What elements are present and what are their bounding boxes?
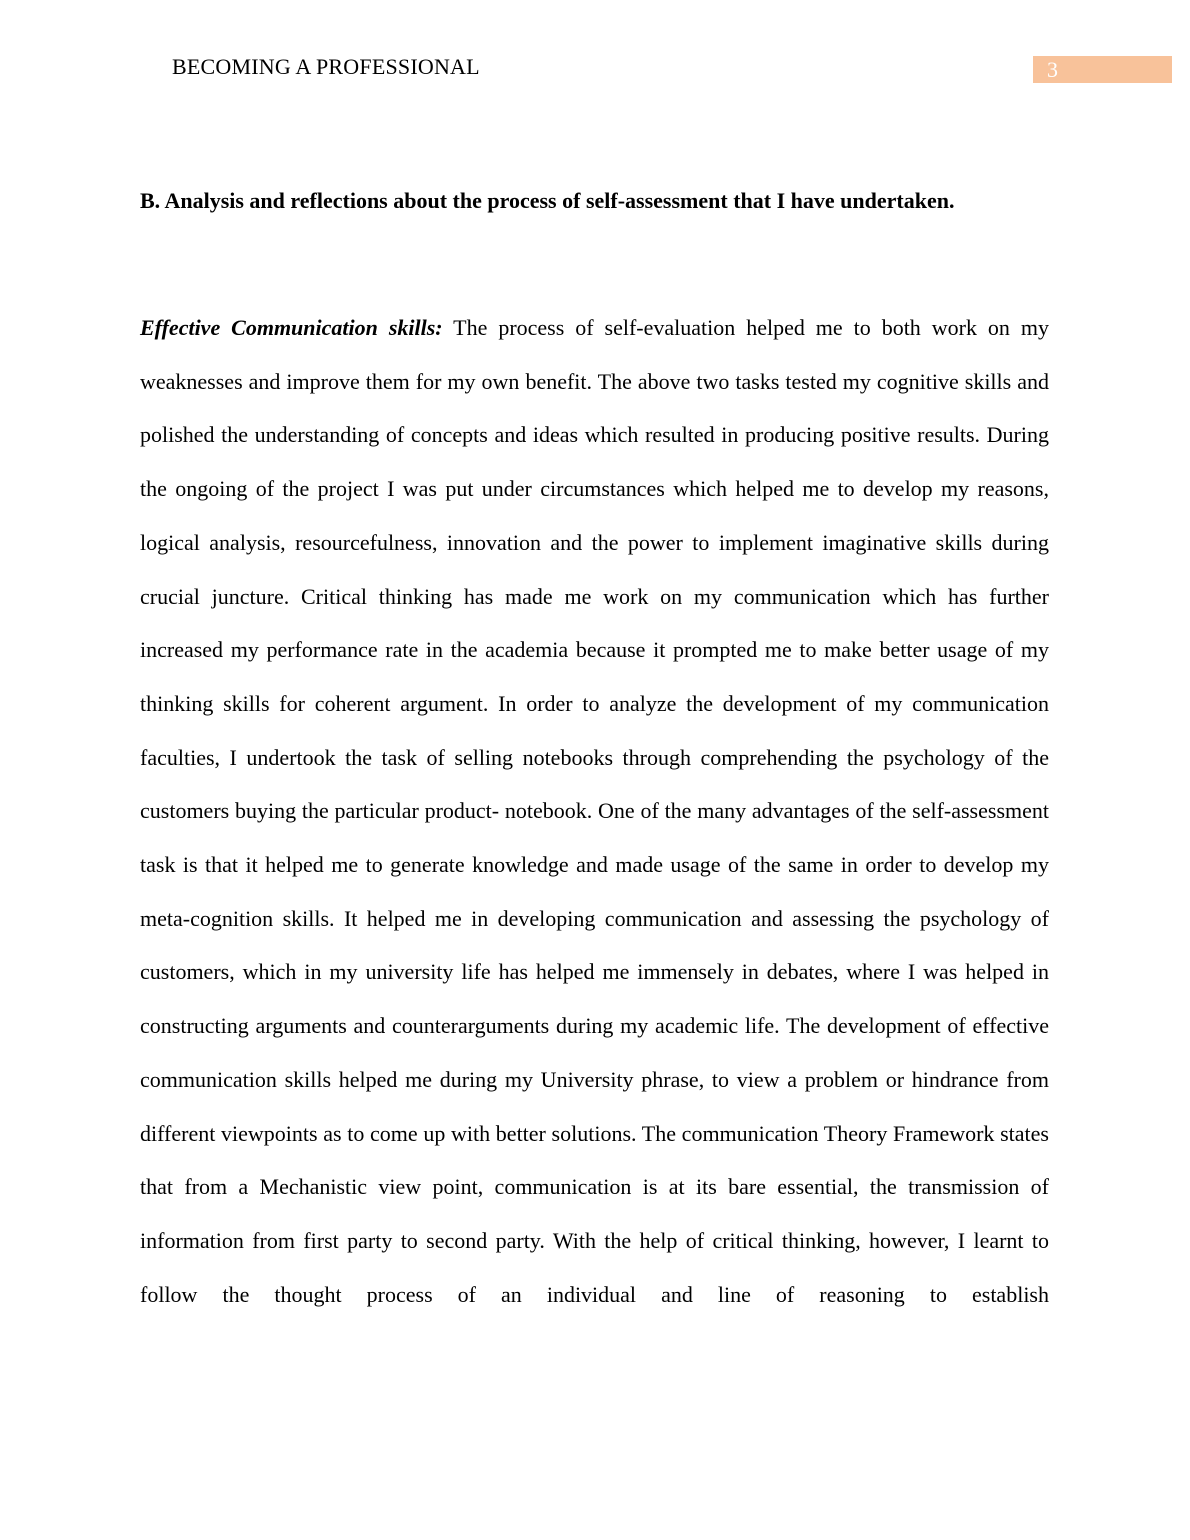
running-head: BECOMING A PROFESSIONAL <box>172 54 480 79</box>
page-number: 3 <box>1047 57 1058 82</box>
paragraph-text: The process of self-evaluation helped me to both work on my weaknesses and improve them for my own benefit. The above two tasks tested my cognitive skills and polished the understanding of concepts and ideas which resulted in producing positive results. During the ongoing of the project I was put under circumstances which helped me to develop my reasons, logical analysis, resourcefulness, innovation and the power to implement imaginative skills during crucial juncture. Critical thinking has made me work on my communication which has further increased my performance rate in the academia because it prompted me to make better usage of my thinking skills for coherent argument. In order to analyze the development of my communication faculties, I undertook the task of selling notebooks through comprehending the psychology of the customers buying the particular product- notebook. One of the many advantages of the self-assessment task is that it helped me to generate knowledge and made usage of the same in order to develop my meta-cognition skills. It helped me in developing communication and assessing the psychology of customers, which in my university life has helped me immensely in debates, where I was helped in constructing arguments and counterarguments during my academic life. The development of effective communication skills helped me during my University phrase, to view a problem or hindrance from different viewpoints as to come up with better solutions. The communication Theory Framework states that from a Mechanistic view point, communication is at its bare essential, the transmission of information from first party to second party. With the help of critical thinking, however, I learnt to follow the thought process of an individual and line of reasoning to establish <box>140 315 1049 1307</box>
section-heading: B. Analysis and reflections about the process of self-assessment that I have undertaken. <box>140 188 955 213</box>
body-paragraph <box>140 301 1049 1321</box>
page-number-box <box>1033 56 1172 83</box>
lead-term: Effective Communication skills: <box>140 315 443 340</box>
